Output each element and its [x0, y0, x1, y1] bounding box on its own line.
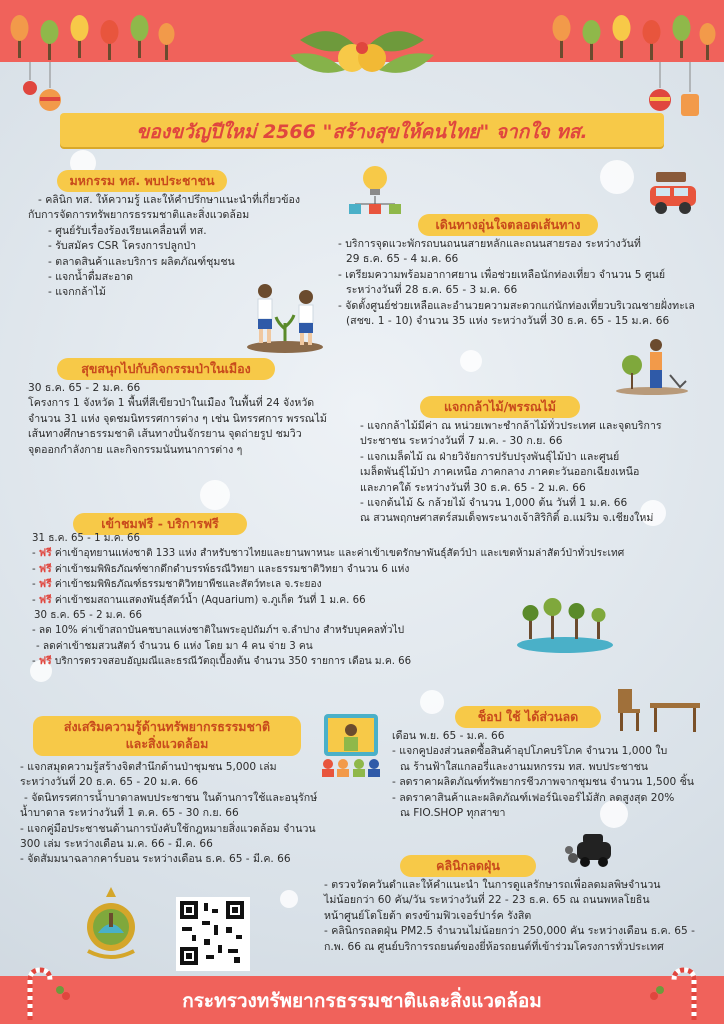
section-heading-free-entry: เข้าชมฟรี - บริการฟรี [73, 513, 247, 535]
section-seedlings-body: - แจกกล้าไม้มีค่า ณ หน่วยเพาะชำกล้าไม้ทั่วประเทศ และจุดบริการ ประชาชน ระหว่างวันที่ 7 ม.ค. - 30 ก.ย. 66 - แจกเมล็ดไม้ ณ ฝ่ายวิจัยการปรับปรุงพันธุ์ไม้ป่า และศูนย์ เมล็ดพันธุ์ไม้ป่า ภาคเหนือ ภาคกลาง ภาคตะวันออกเฉียงเหนือ และภาคใต้ ระหว่างวันที่ 30 ธ.ค. 65 - 2 ม.ค. 66 - แจกต้นไม้ & กล้วยไม้ จำนวน 1,000 ต้น วันที่ 1 ม.ค. 66 ณ สวนพฤกษศาสตร์สมเด็จพระนางเจ้าสิริกิติ์ อ.แม่ริม จ.เชียงใหม่ [360, 420, 662, 525]
section-expo-body: - คลินิก ทส. ให้ความรู้ และให้คำปรึกษาแนะนำที่เกี่ยวข้อง กับการจัดการทรัพยากรธรรมชาติและสิ่งแวดล้อม - ศูนย์รับเรื่องร้องเรียนเคลื่อนที่ ทส. - รับสมัคร CSR โครงการปลูกป่า - ตลาดสินค้าและบริการ ผลิตภัณฑ์ชุมชน - แจกน้ำดื่มสะอาด - แจกกล้าไม้ [28, 194, 301, 299]
snow-dot [200, 480, 230, 510]
footer-ministry-name: กระทรวงทรัพยากรธรรมชาติและสิ่งแวดล้อม [182, 990, 542, 1012]
top-decoration [0, 0, 724, 120]
section-heading-dust-clinic: คลินิกลดฝุ่น [400, 855, 536, 877]
section-heading-expo: มหกรรม ทส. พบประชาชน [57, 170, 227, 192]
section-free-entry-body: 31 ธ.ค. 65 - 1 ม.ค. 66 - ฟรี ค่าเข้าอุทยานแห่งชาติ 133 แห่ง สำหรับชาวไทยและยานพาหนะ และค่าเข้าเขตรักษาพันธุ์สัตว์ป่า และเขตห้ามล่าสัตว์ป่าทั่วประเทศ - ฟรี ค่าเข้าชมพิพิธภัณฑ์ซากดึกดำบรรพ์ธรณีวิทยา และธรรมชาติวิทยา จำนวน 6 แห่ง - ฟรี ค่าเข้าชมพิพิธภัณฑ์ธรรมชาติวิทยาพืชและสัตว์ทะเล จ.ระยอง - ฟรี ค่าเข้าชมสถานแสดงพันธุ์สัตว์น้ำ (Aquarium) จ.ภูเก็ต วันที่ 1 ม.ค. 66 30 ธ.ค. 65 - 2 ม.ค. 66 - ลด 10% ค่าเข้าสถาบันคชบาลแห่งชาติในพระอุปถัมภ์ฯ จ.ลำปาง สำหรับบุคคลทั่วไป - ลดค่าเข้าชมสวนสัตว์ จำนวน 6 แห่ง โดย มา 4 คน จ่าย 3 คน - ฟรี บริการตรวจสอบอัญมณีและธรณีวัตถุเบื้องต้น จำนวน 350 รายการ เดือน ม.ค. 66 [32, 533, 625, 668]
gardener-illustration [612, 335, 692, 395]
free-label: ฟรี [38, 579, 52, 591]
tree-icon [11, 15, 175, 60]
tree-icon [553, 15, 716, 60]
travel-car-icon [648, 168, 698, 220]
section-knowledge-body: - แจกสมุดความรู้สร้างจิตสำนึกด้านป่าชุมชน 5,000 เล่ม ระหว่างวันที่ 20 ธ.ค. 65 - 20 ม.ค. 66 - จัดนิทรรศการน้ำบาดาลพบประชาชน ในด้านการใช้และอนุรักษ์ น้ำบาดาล ระหว่างวันที่ 1 ต.ค. 65 - 30 ก.ย. 66 - แจกคู่มือประชาชนด้านการบังคับใช้กฎหมายสิ่งแวดล้อม จำนวน 300 เล่ม ระหว่างเดือน ม.ค. 66 - มี.ค. 66 - จัดสัมมนาฉลากคาร์บอน ระหว่างเดือน ธ.ค. 65 - มี.ค. 66 [20, 761, 318, 866]
section-heading-urban-forest: สุขสนุกไปกับกิจกรรมป่าในเมือง [57, 358, 275, 380]
park-trees-illustration [515, 595, 615, 655]
section-heading-shopping: ช็อป ใช้ ได้ส่วนลด [455, 706, 601, 728]
holly-bell-icon [290, 31, 434, 73]
lightbulb-idea-icon [345, 160, 405, 220]
page-title: ของขวัญปีใหม่ 2566 "สร้างสุขให้คนไทย" จากใจ ทส. [136, 121, 588, 143]
free-label: ฟรี [38, 548, 52, 560]
free-label: ฟรี [38, 594, 52, 606]
snow-dot [600, 160, 634, 194]
snow-dot [280, 890, 298, 908]
free-label: ฟรี [38, 656, 52, 668]
section-urban-forest-body: 30 ธ.ค. 65 - 2 ม.ค. 66 โครงการ 1 จังหวัด 1 พื้นที่สีเขียวป่าในเมือง ในพื้นที่ 24 จังหวัด จำนวน 31 แห่ง จุดชมนิทรรศการต่าง ๆ เช่น นิทรรศการ พรรณไม้ เส้นทางศึกษาธรรมชาติ เส้นทางปั่นจักรยาน จุดถ่ายรูป ชมวิว จุดออกกำลังกาย และกิจกรรมนันทนาการต่าง ๆ [28, 382, 327, 456]
section-heading-seedlings: แจกกล้าไม้/พรรณไม้ [420, 396, 580, 418]
ornament-icon [23, 62, 699, 116]
free-label: ฟรี [38, 563, 52, 575]
furniture-icon [614, 685, 704, 735]
section-dust-clinic-body: - ตรวจวัดควันดำและให้คำแนะนำ ในการดูแลรักษารถเพื่อลดมลพิษจำนวน ไม่น้อยกว่า 60 คัน/วัน ระหว่างวันที่ 22 - 23 ธ.ค. 65 ณ ถนนพหลโยธิน หน้าศูนย์โตโยต้า ตรงข้ามฟิวเจอร์ปาร์ค รังสิต - คลินิกรถลดฝุ่น PM2.5 จำนวนไม่น้อยกว่า 250,000 คัน ระหว่างเดือน ธ.ค. 65 - ก.พ. 66 ณ ศูนย์บริการรถยนต์ของยี่ห้อรถยนต์ที่เข้าร่วมโครงการทั่วประเทศ [324, 879, 695, 953]
snow-dot [420, 690, 444, 714]
kids-planting-illustration [240, 275, 330, 355]
section-heading-travel: เดินทางอุ่นใจตลอดเส้นทาง [418, 214, 598, 236]
presenter-screen-icon [318, 712, 384, 778]
exhaust-car-icon [565, 828, 615, 872]
snow-dot [460, 350, 482, 372]
section-heading-knowledge: ส่งเสริมความรู้ด้านทรัพยากรธรรมชาติ และสิ่งแวดล้อม [33, 716, 301, 756]
section-shopping-body: เดือน พ.ย. 65 - ม.ค. 66 - แจกคูปองส่วนลดซื้อสินค้าอุปโภคบริโภค จำนวน 1,000 ใบ ณ ร้านฟ้าใสแกลอรี่และงานมหกรรม ทส. พบประชาชน - ลดราคาผลิตภัณฑ์ทรัพยากรชีวภาพจากชุมชน จำนวน 1,500 ชิ้น - ลดราคาสินค้าและผลิตภัณฑ์เฟอร์นิเจอร์ไม้สัก ลดสูงสุด 20% ณ FIO.SHOP ทุกสาขา [392, 730, 695, 820]
section-travel-body: - บริการจุดแวะพักรถบนถนนสายหลักและถนนสายรอง ระหว่างวันที่ 29 ธ.ค. 65 - 4 ม.ค. 66 - เตรียมความพร้อมอากาศยาน เพื่อช่วยเหลือนักท่องเที่ยว จำนวน 5 ศูนย์ ระหว่างวันที่ 28 ธ.ค. 65 - 3 ม.ค. 66 - จัดตั้งศูนย์ช่วยเหลือและอำนวยความสะดวกแก่นักท่องเที่ยวบริเวณชายฝั่งทะเล (สชข. 1 - 10) จำนวน 35 แห่ง ระหว่างวันที่ 30 ธ.ค. 65 - 15 ม.ค. 66 [338, 238, 695, 328]
